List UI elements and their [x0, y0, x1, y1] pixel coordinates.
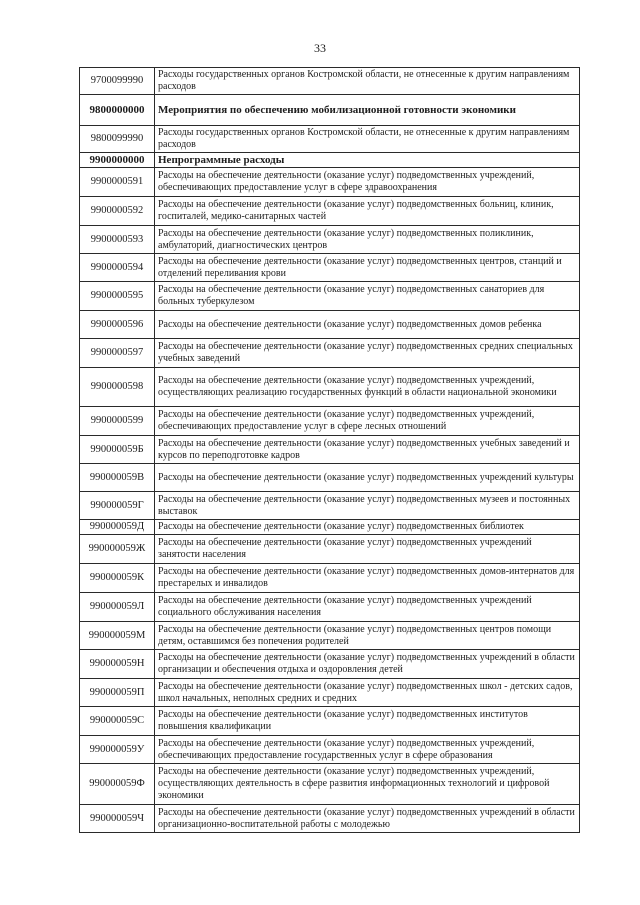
classification-code: 990000059В [80, 464, 155, 492]
expense-description: Расходы на обеспечение деятельности (оказание услуг) подведомственных домов ребенка [155, 311, 580, 339]
table-row [80, 650, 580, 679]
expense-description: Расходы на обеспечение деятельности (оказание услуг) подведомственных учебных заведений и курсов по переподготовке кадров [155, 436, 580, 464]
table-row [80, 126, 580, 153]
classification-code: 990000059Д [80, 520, 155, 535]
classification-code: 990000059Г [80, 492, 155, 520]
classification-code: 9900000599 [80, 407, 155, 436]
table-row [80, 764, 580, 805]
classification-code: 9700099990 [80, 68, 155, 95]
expense-description: Мероприятия по обеспечению мобилизационной готовности экономики [155, 95, 580, 126]
classification-code: 990000059Б [80, 436, 155, 464]
expense-description: Расходы на обеспечение деятельности (оказание услуг) подведомственных поликлиник, амбулаторий, диагностических центров [155, 226, 580, 254]
table-row [80, 311, 580, 339]
expense-description: Расходы на обеспечение деятельности (оказание услуг) подведомственных учреждений, обеспечивающих предоставление услуг в сфере здравоохранения [155, 168, 580, 197]
classification-code: 9800099990 [80, 126, 155, 153]
table-row [80, 339, 580, 368]
expense-description: Расходы на обеспечение деятельности (оказание услуг) подведомственных учреждений занятости населения [155, 535, 580, 564]
expense-description: Расходы на обеспечение деятельности (оказание услуг) подведомственных средних специальных учебных заведений [155, 339, 580, 368]
table-row [80, 564, 580, 593]
expense-description: Расходы на обеспечение деятельности (оказание услуг) подведомственных больниц, клиник, госпиталей, медико-санитарных частей [155, 197, 580, 226]
classification-code: 990000059Ч [80, 805, 155, 833]
table-row [80, 679, 580, 707]
expense-description: Расходы на обеспечение деятельности (оказание услуг) подведомственных учреждений в области организации и обеспечения отдыха и оздоровления детей [155, 650, 580, 679]
table-row [80, 168, 580, 197]
table-row [80, 707, 580, 736]
table-row [80, 226, 580, 254]
expense-description: Расходы на обеспечение деятельности (оказание услуг) подведомственных музеев и постоянных выставок [155, 492, 580, 520]
table-row [80, 368, 580, 407]
classification-code: 990000059К [80, 564, 155, 593]
expense-description: Расходы на обеспечение деятельности (оказание услуг) подведомственных санаториев для больных туберкулезом [155, 282, 580, 311]
table-row [80, 622, 580, 650]
classification-code: 9900000596 [80, 311, 155, 339]
table-row [80, 593, 580, 622]
table-row [80, 95, 580, 126]
classification-code: 9900000591 [80, 168, 155, 197]
classification-code: 990000059Ф [80, 764, 155, 805]
table-row [80, 535, 580, 564]
expense-description: Расходы государственных органов Костромской области, не отнесенные к другим направлениям расходов [155, 126, 580, 153]
classification-code: 990000059У [80, 736, 155, 764]
expense-codes-table [79, 67, 580, 833]
expense-description: Непрограммные расходы [155, 153, 580, 168]
classification-code: 990000059Ж [80, 535, 155, 564]
table-row [80, 736, 580, 764]
classification-code: 990000059Л [80, 593, 155, 622]
classification-code: 9900000595 [80, 282, 155, 311]
expense-description: Расходы на обеспечение деятельности (оказание услуг) подведомственных учреждений социального обслуживания населения [155, 593, 580, 622]
expense-description: Расходы на обеспечение деятельности (оказание услуг) подведомственных центров помощи детям, оставшимся без попечения родителей [155, 622, 580, 650]
classification-code: 990000059М [80, 622, 155, 650]
table-row [80, 520, 580, 535]
table-row [80, 197, 580, 226]
table-row [80, 68, 580, 95]
page-number: 33 [314, 41, 326, 55]
expense-description: Расходы на обеспечение деятельности (оказание услуг) подведомственных учреждений, обеспечивающих предоставление услуг в сфере лесных отношений [155, 407, 580, 436]
classification-code: 9900000594 [80, 254, 155, 282]
classification-code: 990000059Н [80, 650, 155, 679]
table-body [80, 68, 580, 833]
expense-description: Расходы на обеспечение деятельности (оказание услуг) подведомственных учреждений в области организационно-воспитательной работы с молодежью [155, 805, 580, 833]
classification-code: 990000059П [80, 679, 155, 707]
classification-code: 9900000598 [80, 368, 155, 407]
expense-description: Расходы на обеспечение деятельности (оказание услуг) подведомственных учреждений, осуществляющих реализацию государственных функций в области национальной экономики [155, 368, 580, 407]
table-row [80, 254, 580, 282]
expense-description: Расходы на обеспечение деятельности (оказание услуг) подведомственных учреждений культуры [155, 464, 580, 492]
expense-description: Расходы на обеспечение деятельности (оказание услуг) подведомственных библиотек [155, 520, 580, 535]
table-row [80, 407, 580, 436]
classification-code: 9900000597 [80, 339, 155, 368]
expense-description: Расходы на обеспечение деятельности (оказание услуг) подведомственных школ - детских садов, школ начальных, неполных средних и средних [155, 679, 580, 707]
table-row [80, 492, 580, 520]
table-row [80, 282, 580, 311]
table-row [80, 464, 580, 492]
classification-code: 9900000592 [80, 197, 155, 226]
table-row [80, 805, 580, 833]
table-row [80, 436, 580, 464]
expense-description: Расходы на обеспечение деятельности (оказание услуг) подведомственных учреждений, обеспечивающих предоставление государственных услуг в сфере образования [155, 736, 580, 764]
classification-code: 9800000000 [80, 95, 155, 126]
expense-description: Расходы на обеспечение деятельности (оказание услуг) подведомственных институтов повышения квалификации [155, 707, 580, 736]
classification-code: 9900000593 [80, 226, 155, 254]
table-row [80, 153, 580, 168]
classification-code: 9900000000 [80, 153, 155, 168]
classification-code: 990000059С [80, 707, 155, 736]
expense-description: Расходы на обеспечение деятельности (оказание услуг) подведомственных центров, станций и отделений переливания крови [155, 254, 580, 282]
expense-description: Расходы на обеспечение деятельности (оказание услуг) подведомственных домов-интернатов для престарелых и инвалидов [155, 564, 580, 593]
expense-description: Расходы на обеспечение деятельности (оказание услуг) подведомственных учреждений, осуществляющих деятельность в сфере развития информационных технологий и цифровой экономики [155, 764, 580, 805]
expense-description: Расходы государственных органов Костромской области, не отнесенные к другим направлениям расходов [155, 68, 580, 95]
